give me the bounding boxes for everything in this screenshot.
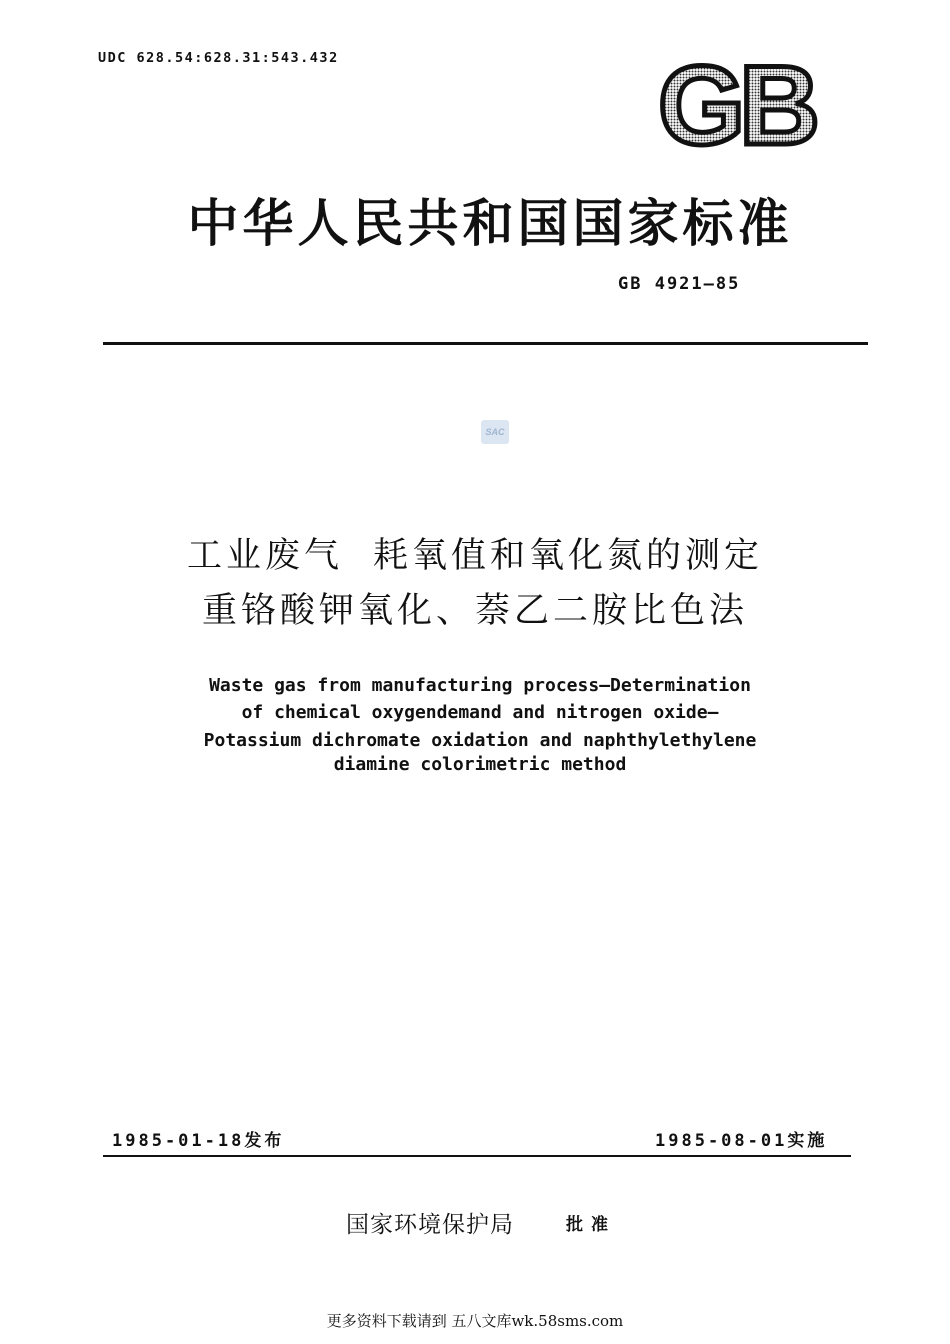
national-standard-heading: 中华人民共和国国家标准 (187, 194, 793, 254)
chinese-title-line-1 (60, 528, 890, 578)
udc-classification: UDC 628.54:628.31:543.432 (98, 50, 339, 66)
chinese-title-subject: 耗氧值和氧化氮的测定 (373, 536, 764, 576)
standard-code: GB 4921—85 (618, 274, 741, 294)
english-title-line-3: Potassium dichromate oxidation and naphthylethylene (203, 730, 757, 751)
footer-divider (103, 1155, 851, 1157)
issue-date: 1985-01-18发布 (112, 1131, 285, 1151)
header-divider (103, 342, 868, 345)
download-footer-link[interactable]: 更多资料下载请到 五八文库wk.58sms.com (326, 1312, 624, 1330)
gb-logo-text: GB (658, 58, 814, 152)
english-title-line-1: Waste gas from manufacturing process—Determination (209, 675, 751, 696)
sac-watermark-icon (481, 420, 509, 444)
chinese-title-category: 工业废气 (186, 536, 343, 576)
gb-logo (640, 58, 832, 152)
english-title-line-4: diamine colorimetric method (333, 754, 627, 775)
effective-date: 1985-08-01实施 (655, 1131, 828, 1151)
english-title-line-2: of chemical oxygendemand and nitrogen oxide— (241, 702, 719, 723)
watermark-text: SAC (485, 427, 505, 437)
chinese-title-line-2: 重铬酸钾氧化、萘乙二胺比色法 (201, 591, 748, 631)
issuing-authority: 国家环境保护局 (346, 1212, 514, 1238)
approval-label: 批准 (566, 1215, 616, 1235)
